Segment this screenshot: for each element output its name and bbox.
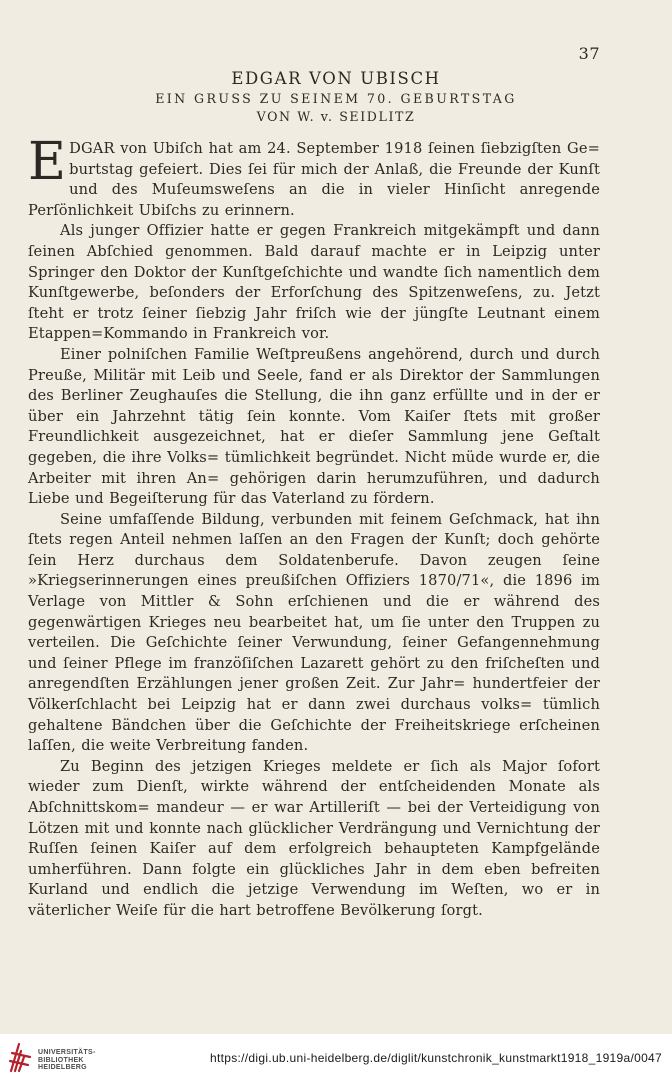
- article-body: [28, 132, 600, 922]
- paragraph-4: Seine umfaſſende Bildung, verbunden mit feinem Geſchmack, hat ihn ſtets regen Anteil nehmen laſſen an den Fragen der Kunſt; doch gehörte ſein Herz durchaus dem Soldatenberufe. Davon zeugen ſeine »Kriegserinnerungen eines preußiſchen Offiziers 1870/71«, die 1896 im Verlage von Mittler & Sohn erſchienen und die er während des gegenwärtigen Krieges neu bearbeitet hat, um ſie unter den Truppen zu verteilen. Die Geſchichte ſeiner Verwundung, ſeiner Gefangennehmung und ſeiner Pflege im franzöſiſchen Lazarett gehört zu den friſcheſten und anregendſten Erzählungen jener großen Zeit. Zur Jahr= hundertfeier der Völkerſchlacht bei Leipzig hat er dann zwei durchaus volks= tümlich gehaltene Bändchen über die Geſchichte der Freiheitskriege erſcheinen laſſen, die weite Verbreitung fanden.: [28, 510, 600, 755]
- library-logo[interactable]: [8, 1041, 158, 1077]
- source-url-link[interactable]: https://digi.ub.uni-heidelberg.de/diglit/kunstchronik_kunstmarkt1918_1919a/0047: [210, 1051, 662, 1065]
- library-logo-text: UNIVERSITÄTS- BIBLIOTHEK HEIDELBERG: [38, 1049, 96, 1071]
- article-byline: VON W. v. SEIDLITZ: [256, 109, 416, 124]
- paragraph-2: Als junger Offizier hatte er gegen Frankreich mitgekämpft und dann ſeinen Abſchied genommen. Bald darauf machte er in Leipzig unter Springer den Doktor der Kunſtgeſchichte und wandte ſich namentlich dem Kunſtgewerbe, beſonders der Erforſchung des Spitzenweſens, zu. Jetzt ſteht er trotz ſeiner ſiebzig Jahr friſch wie der jüngſte Leutnant einem Etappen=Kommando in Frankreich vor.: [28, 222, 600, 343]
- paragraph-1-text: DGAR von Ubiſch hat am 24. September 1918 ſeinen ſiebzigſten Ge= burtstag gefeiert. Dies ſei für mich der Anlaß, die Freunde der Kunſt und des Muſeumsweſens an die in vieler Hinſicht anregende Perſönlichkeit Ubiſchs zu erinnern.: [28, 140, 600, 219]
- article-subtitle: EIN GRUSS ZU SEINEM 70. GEBURTSTAG: [155, 91, 517, 106]
- paragraph-5: Zu Beginn des jetzigen Krieges meldete er ſich als Major ſofort wieder zum Dienſt, wirkte während der entſcheidenden Monate als Abſchnittskom= mandeur — er war Artilleriſt — bei der Verteidigung von Lötzen mit und konnte nach glücklicher Verdrängung und Vernichtung der Ruſſen ſeinen Kaiſer auf dem erfolgreich behaupteten Kampfgelände umherführen. Dann folgte ein glückliches Jahr in dem eben befreiten Kurland und endlich die jetzige Verwendung im Weſten, wo er in väterlicher Weiſe für die hart betroffene Bevölkerung ſorgt.: [28, 757, 600, 919]
- viewer-footer: [0, 1034, 672, 1083]
- paragraph-3: Einer polniſchen Familie Weſtpreußens angehörend, durch und durch Preuße, Militär mit Leib und Seele, fand er als Direktor der Sammlungen des Berliner Zeughauſes die Stellung, die ihn ganz erfüllte und in der er über ein Jahrzehnt tätig ſein konnte. Vom Kaiſer ſtets mit großer Freundlichkeit ausgezeichnet, hat er dieſer Sammlung jene Geſtalt gegeben, die ihre Volks= tümlichkeit begründet. Nicht müde wurde er, die Arbeiter mit ihren An= gehörigen darin herumzuführen, und dadurch Liebe und Begeiſterung für das Vaterland zu fördern.: [28, 345, 600, 508]
- drop-cap: E: [28, 132, 67, 192]
- article-header: [0, 68, 672, 126]
- paragraph-1: [28, 132, 600, 221]
- library-emblem-icon: [8, 1041, 32, 1073]
- article-title: EDGAR VON UBISCH: [231, 69, 441, 88]
- page-number: 37: [578, 44, 600, 63]
